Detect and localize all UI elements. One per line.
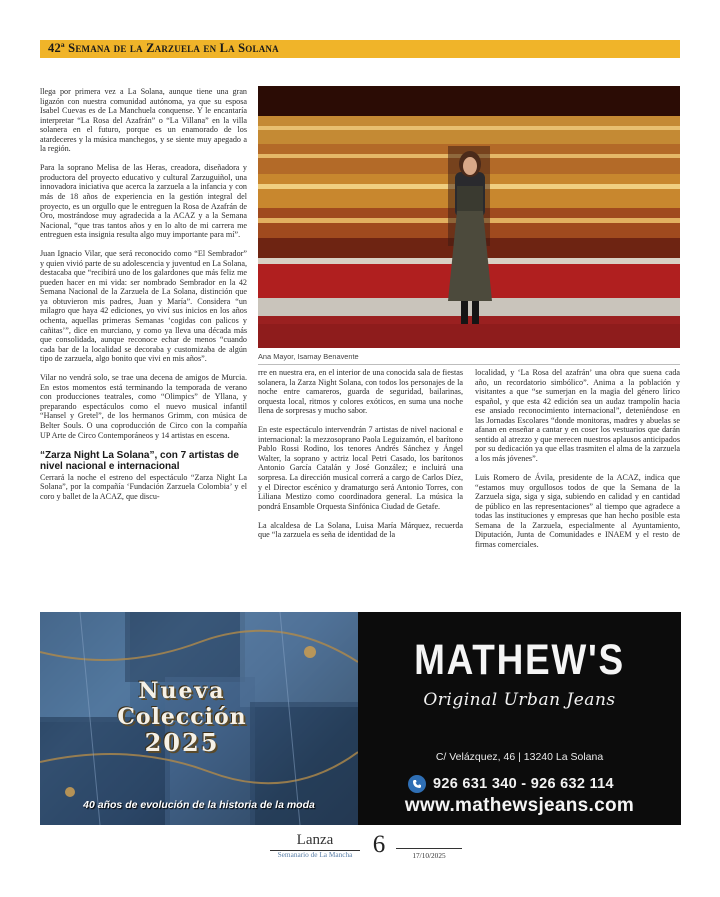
paragraph: Para la soprano Melisa de las Heras, creadora, diseñadora y productora del proyecto educativo y cultural Zarzuguiñol, una innovadora iniciativa que acerca la zarzuela a la infancia y con más de 18 años de experiencia en la gestión integral del proyecto, es un orgullo que le entreguen la Rosa de Azafrán de Oro, mostrándose muy agradecida a la ACAZ y a la Semana Nacional, “que tras tantos años y en lo alto de mi carrera me entreguen esta insignia resulta algo muy importante para mí”. xyxy=(40,163,247,240)
ad-brand-panel xyxy=(358,612,681,825)
page-number: 6 xyxy=(372,831,386,858)
mathews-advertisement[interactable] xyxy=(40,612,681,825)
phone-numbers[interactable]: 926 631 340 - 926 632 114 xyxy=(433,776,614,792)
paragraph: En este espectáculo intervendrán 7 artistas de nivel nacional e internacional: la mezzosoprano Paola Leguizamón, el barítono Pablo Rossi Rodino, los tenores Andrés Sánchez y Ángel Walter, la soprano y actriz local Petri Casado, los barítonos Antonio García Catalán y José González; e incluirá una sorpresa. La dirección musical correrá a cargo de Carlos Díez, y el Director escénico y dramaturgo será Antonio Torres, con Liliana Mestizo como coordinadora general. La música la pondrá Ensamble Orquesta Sinfónica Ciudad de Getafe. xyxy=(258,425,463,511)
coleccion-line-3: 2025 xyxy=(144,728,220,757)
photo-caption: Ana Mayor, Isamay Benavente xyxy=(258,352,680,365)
brand-logo: MATHEW'S xyxy=(414,636,625,684)
phone-icon xyxy=(408,775,426,793)
issue-date: 17/10/2025 xyxy=(412,851,446,860)
page-footer xyxy=(0,830,720,870)
new-collection-text xyxy=(92,678,272,756)
coleccion-line-2: Colección xyxy=(117,704,247,730)
paragraph: Cerrará la noche el estreno del espectáculo “Zarza Night La Solana”, por la compañía ‘Fundación Zarzuela Colombia’ y el coro y ballet de la ACAZ, que discu- xyxy=(40,472,247,501)
paragraph: La alcaldesa de La Solana, Luisa María Márquez, recuerda que “la zarzuela es seña de identidad de la xyxy=(258,520,463,540)
paragraph: Vilar no vendrá solo, se trae una decena de amigos de Murcia. En estos momentos está terminando la temporada de verano con producciones teatrales, como “Olimpics” de Yllana, y preparando espectáculos como el nuevo musical infantil “Hansel y Gretel”, de los hermanos Grimm, con música de Belter Souls. O una coproducción de Circo con la compañía UP Arte de Circo Contemporáneos y 14 artistas en escena. xyxy=(40,373,247,440)
article-column-2 xyxy=(258,368,463,540)
ad-slogan: 40 años de evolución de la historia de la moda xyxy=(83,799,315,811)
coleccion-line-1: Nueva xyxy=(138,678,226,704)
paragraph: rre en nuestra era, en el interior de una conocida sala de fiestas solanera, la Zarza Night Solana, con todos los personajes de la noche entre camareros, guarda de seguridad, bailarinas, orquesta local, ritmos y colores exóticos, en suma una noche llena de sorpresas y mucho sabor. xyxy=(258,368,463,416)
paragraph: Juan Ignacio Vilar, que será reconocido como “El Sembrador” y quien vivió parte de su adolescencia y juventud en La Solana, destacaba que “recibirá uno de los galardones que más feliz me pueden hacer en mi vida: ser nombrado Sembrador en la 42 Semana Nacional de la Zarzuela de La Solana, distinción que ya obtuvieron mis padres, Juan y María”. Considera “un milagro que haya 42 ediciones, yo viví sus inicios en los años ochenta, aquellas primeras Semanas ‘cogidas con palicos y cañitas’”, dice en murciano, y como ya lleva una década más que consolidada, aunque reconoce echar de menos “cuando cada bar de la localidad se decoraba y customizaba de algún tipo de zarzuela, algo bonito que vivi en mis años”. xyxy=(40,249,247,364)
section-title: 42ª Semana de la Zarzuela en La Solana xyxy=(48,41,279,55)
brand-tagline: Original Urban Jeans xyxy=(423,690,616,710)
paragraph: Luis Romero de Ávila, presidente de la ACAZ, indica que “estamos muy orgullosos todos de que la Semana de la Zarzuela siga, siga y siga, subiendo en calidad y en cantidad de público en las representaciones” al tiempo que agradece a todas las instituciones y empresas que han hecho posible esta Semana de la Zarzuela, especialmente al Ayuntamiento, Diputación, Junta de Comunidades e INAEM y el resto de firmas comerciales. xyxy=(475,472,680,549)
jeans-collage xyxy=(40,612,358,825)
article-column-3 xyxy=(475,368,680,549)
website-link[interactable]: www.mathewsjeans.com xyxy=(404,795,635,816)
paragraph: llega por primera vez a La Solana, aunque tiene una gran ligazón con nuestra comunidad autónoma, ya que su esposa Isabel Cuevas es de La Manchuela conquense. Y le encantaría interpretar “La Rosa del Azafrán” o “La Villana” en la villa solanera en el futuro, porque es un enamorado de los atardeceres y la música manchegos, y se siente muy apegado a la región. xyxy=(40,87,247,154)
article-subheading: “Zarza Night La Solana”, con 7 artistas de nivel nacional e internacional xyxy=(40,449,239,472)
store-address: C/ Velázquez, 46 | 13240 La Solana xyxy=(435,751,604,763)
theater-photo xyxy=(258,86,680,348)
phone-row xyxy=(408,774,614,794)
publication-subtitle: Semanario de La Mancha xyxy=(277,850,353,859)
footer-divider xyxy=(396,848,462,849)
section-header-bar xyxy=(40,40,680,58)
article-column-1 xyxy=(40,87,247,501)
publication-name: Lanza xyxy=(296,832,334,848)
paragraph: localidad, y ‘La Rosa del azafrán’ una obra que suena cada año, un recordatorio simbólico”. Anima a la población y visitantes a que “se sumerjan en la magia del género lírico español, y que esta 42 edición sea un audaz trampolín hacia ese ansiado reconocimiento internacional”, deteniéndose en las Jornadas Escolares “donde monitoras, madres y abuelas se afanan en enseñar a cantar y en coser los vestuarios que darán sentido al atrezzo y que merecen nuestros aplausos anticipados por su dedicación ya que ellas trasmiten el alma de la zarzuela a los más jóvenes”. xyxy=(475,368,680,463)
